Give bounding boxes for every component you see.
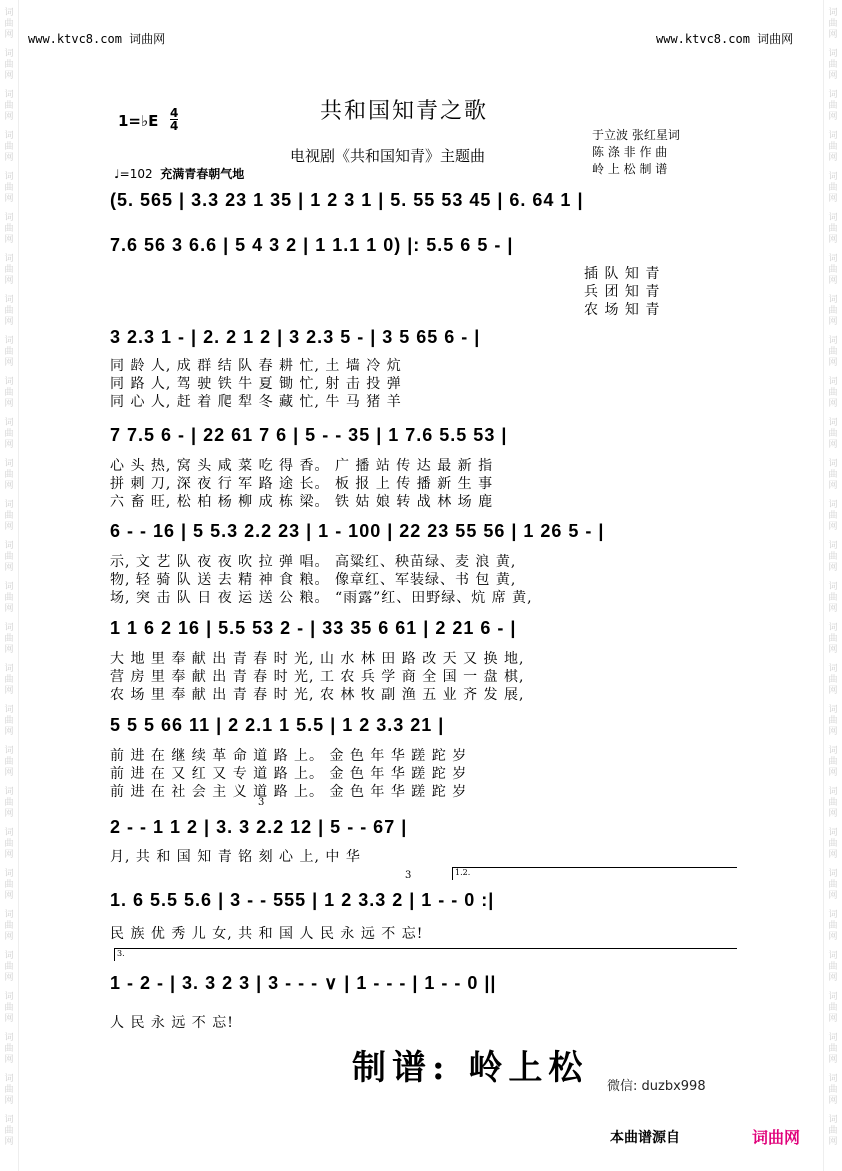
watermark-block bbox=[824, 254, 842, 287]
watermark-glyph: 网 bbox=[4, 891, 14, 901]
watermark-glyph: 词 bbox=[828, 213, 838, 223]
volta-3: 3. bbox=[114, 948, 737, 961]
watermark-glyph: 网 bbox=[4, 112, 14, 122]
watermark-glyph: 词 bbox=[4, 8, 14, 18]
watermark-block bbox=[824, 951, 842, 984]
watermark-glyph: 网 bbox=[828, 235, 838, 245]
watermark-block bbox=[824, 131, 842, 164]
watermark-glyph: 词 bbox=[4, 1033, 14, 1043]
lyric-row-2-v1: 插 队 知 青 bbox=[584, 266, 661, 282]
watermark-glyph: 曲 bbox=[828, 224, 838, 234]
watermark-glyph: 网 bbox=[828, 30, 838, 40]
score-row-3: 3 2.3 1 - | 2. 2 1 2 | 3 2.3 5 - | 3 5 65 6 - | bbox=[110, 327, 481, 347]
lyric-row-2-v2: 兵 团 知 青 bbox=[584, 284, 661, 300]
watermark-glyph: 曲 bbox=[4, 1003, 14, 1013]
watermark-glyph: 词 bbox=[4, 1115, 14, 1125]
watermark-glyph: 曲 bbox=[828, 388, 838, 398]
watermark-block bbox=[0, 213, 18, 246]
credit-transcriber: 岭 上 松 制 谱 bbox=[592, 162, 668, 176]
watermark-block bbox=[824, 336, 842, 369]
watermark-glyph: 曲 bbox=[4, 470, 14, 480]
score-row-10: 1 - 2 - | 3. 3 2 3 | 3 - - - ∨ | 1 - - - | 1 - - 0 || bbox=[110, 973, 497, 993]
watermark-glyph: 曲 bbox=[828, 306, 838, 316]
signature: 制谱: 岭上松 bbox=[352, 1048, 589, 1088]
watermark-glyph: 网 bbox=[828, 522, 838, 532]
watermark-glyph: 词 bbox=[828, 90, 838, 100]
watermark-glyph: 词 bbox=[4, 418, 14, 428]
watermark-glyph: 网 bbox=[828, 932, 838, 942]
watermark-glyph: 曲 bbox=[4, 839, 14, 849]
subtitle: 电视剧《共和国知青》主题曲 bbox=[290, 147, 486, 165]
watermark-glyph: 词 bbox=[828, 869, 838, 879]
watermark-glyph: 网 bbox=[4, 358, 14, 368]
watermark-glyph: 词 bbox=[828, 172, 838, 182]
watermark-glyph: 曲 bbox=[828, 19, 838, 29]
watermark-glyph: 曲 bbox=[4, 552, 14, 562]
watermark-glyph: 网 bbox=[828, 71, 838, 81]
watermark-glyph: 曲 bbox=[828, 757, 838, 767]
watermark-block bbox=[824, 377, 842, 410]
watermark-glyph: 曲 bbox=[828, 593, 838, 603]
triplet-mark-2: 3 bbox=[405, 870, 412, 881]
watermark-glyph: 词 bbox=[828, 828, 838, 838]
watermark-glyph: 曲 bbox=[4, 183, 14, 193]
watermark-glyph: 词 bbox=[4, 910, 14, 920]
watermark-glyph: 网 bbox=[828, 1014, 838, 1024]
watermark-block bbox=[824, 172, 842, 205]
watermark-block bbox=[0, 1033, 18, 1066]
watermark-block bbox=[824, 828, 842, 861]
watermark-block bbox=[824, 1115, 842, 1148]
watermark-glyph: 网 bbox=[4, 235, 14, 245]
watermark-glyph: 曲 bbox=[828, 839, 838, 849]
watermark-glyph: 曲 bbox=[828, 962, 838, 972]
watermark-glyph: 曲 bbox=[4, 306, 14, 316]
watermark-glyph: 网 bbox=[4, 522, 14, 532]
watermark-glyph: 网 bbox=[828, 153, 838, 163]
watermark-block bbox=[0, 459, 18, 492]
watermark-glyph: 网 bbox=[828, 645, 838, 655]
watermark-block bbox=[824, 8, 842, 41]
watermark-glyph: 曲 bbox=[828, 101, 838, 111]
watermark-glyph: 词 bbox=[4, 254, 14, 264]
watermark-glyph: 曲 bbox=[4, 1126, 14, 1136]
watermark-block bbox=[0, 828, 18, 861]
watermark-glyph: 词 bbox=[828, 623, 838, 633]
watermark-glyph: 曲 bbox=[828, 183, 838, 193]
watermark-glyph: 曲 bbox=[828, 1085, 838, 1095]
watermark-block bbox=[824, 418, 842, 451]
watermark-glyph: 词 bbox=[4, 828, 14, 838]
watermark-block bbox=[824, 992, 842, 1025]
source-label: 本曲谱源自 bbox=[610, 1130, 680, 1146]
watermark-glyph: 曲 bbox=[4, 716, 14, 726]
watermark-glyph: 网 bbox=[4, 809, 14, 819]
watermark-glyph: 词 bbox=[4, 213, 14, 223]
watermark-glyph: 曲 bbox=[828, 798, 838, 808]
watermark-block bbox=[0, 541, 18, 574]
watermark-block bbox=[824, 541, 842, 574]
watermark-glyph: 词 bbox=[828, 459, 838, 469]
lyric-row-4-v1: 心 头 热, 窝 头 咸 菜 吃 得 香。 广 播 站 传 达 最 新 指 bbox=[110, 458, 494, 474]
watermark-glyph: 词 bbox=[4, 377, 14, 387]
lyric-row-6-v3: 农 场 里 奉 献 出 青 春 时 光, 农 林 牧 副 渔 五 业 齐 发 展, bbox=[110, 687, 525, 703]
watermark-glyph: 词 bbox=[828, 541, 838, 551]
brand-link[interactable]: 词曲网 bbox=[752, 1128, 801, 1147]
tempo-text: 充满青春朝气地 bbox=[160, 167, 245, 181]
lyric-row-8: 月, 共 和 国 知 青 铭 刻 心 上, 中 华 bbox=[110, 849, 361, 865]
key-signature: 1=♭E bbox=[118, 112, 159, 130]
watermark-glyph: 曲 bbox=[4, 962, 14, 972]
score-row-4: 7 7.5 6 - | 22 61 7 6 | 5 - - 35 | 1 7.6 5.5 53 | bbox=[110, 425, 508, 445]
watermark-glyph: 网 bbox=[828, 973, 838, 983]
lyric-row-5-v2: 物, 轻 骑 队 送 去 精 神 食 粮。 像章红、军装绿、书 包 黄, bbox=[110, 572, 517, 588]
watermark-glyph: 词 bbox=[4, 172, 14, 182]
watermark-glyph: 词 bbox=[828, 377, 838, 387]
watermark-glyph: 曲 bbox=[828, 921, 838, 931]
watermark-glyph: 词 bbox=[828, 705, 838, 715]
watermark-glyph: 曲 bbox=[4, 757, 14, 767]
watermark-glyph: 网 bbox=[828, 481, 838, 491]
watermark-glyph: 词 bbox=[828, 1033, 838, 1043]
watermark-glyph: 网 bbox=[4, 1137, 14, 1147]
volta-1-2: 1.2. bbox=[452, 867, 737, 880]
watermark-glyph: 曲 bbox=[4, 142, 14, 152]
watermark-block bbox=[0, 295, 18, 328]
watermark-glyph: 网 bbox=[828, 604, 838, 614]
time-signature bbox=[170, 107, 178, 132]
lyric-row-3-v2: 同 路 人, 驾 驶 铁 牛 夏 锄 忙, 射 击 投 弹 bbox=[110, 376, 402, 392]
lyric-row-5-v3: 场, 突 击 队 日 夜 运 送 公 粮。 “雨露”红、田野绿、炕 席 黄, bbox=[110, 590, 533, 606]
watermark-block bbox=[0, 787, 18, 820]
watermark-block bbox=[0, 131, 18, 164]
watermark-glyph: 曲 bbox=[4, 593, 14, 603]
watermark-block bbox=[0, 582, 18, 615]
watermark-glyph: 曲 bbox=[4, 224, 14, 234]
watermark-glyph: 词 bbox=[828, 500, 838, 510]
song-title: 共和国知青之歌 bbox=[320, 99, 489, 124]
watermark-block bbox=[0, 623, 18, 656]
watermark-block bbox=[824, 90, 842, 123]
watermark-block bbox=[0, 500, 18, 533]
watermark-block bbox=[0, 377, 18, 410]
watermark-glyph: 词 bbox=[828, 1074, 838, 1084]
watermark-glyph: 网 bbox=[4, 71, 14, 81]
watermark-glyph: 曲 bbox=[4, 388, 14, 398]
watermark-glyph: 词 bbox=[4, 1074, 14, 1084]
watermark-glyph: 曲 bbox=[828, 1126, 838, 1136]
lyric-row-5-v1: 示, 文 艺 队 夜 夜 吹 拉 弹 唱。 高粱红、秧苗绿、麦 浪 黄, bbox=[110, 554, 517, 570]
watermark-block bbox=[0, 869, 18, 902]
watermark-block bbox=[824, 623, 842, 656]
watermark-glyph: 网 bbox=[828, 686, 838, 696]
watermark-block bbox=[824, 582, 842, 615]
watermark-glyph: 网 bbox=[4, 440, 14, 450]
credit-composer: 陈 涤 非 作 曲 bbox=[592, 145, 668, 159]
watermark-block bbox=[824, 1033, 842, 1066]
watermark-glyph: 词 bbox=[828, 951, 838, 961]
watermark-block bbox=[0, 8, 18, 41]
watermark-glyph: 词 bbox=[828, 787, 838, 797]
watermark-glyph: 网 bbox=[828, 809, 838, 819]
wechat-id: 微信: duzbx998 bbox=[607, 1079, 706, 1094]
watermark-glyph: 曲 bbox=[4, 634, 14, 644]
watermark-glyph: 词 bbox=[4, 869, 14, 879]
watermark-glyph: 曲 bbox=[828, 880, 838, 890]
lyric-row-3-v3: 同 心 人, 赶 着 爬 犁 冬 藏 忙, 牛 马 猪 羊 bbox=[110, 394, 402, 410]
watermark-glyph: 网 bbox=[4, 194, 14, 204]
watermark-glyph: 曲 bbox=[4, 921, 14, 931]
watermark-glyph: 网 bbox=[4, 1055, 14, 1065]
score-row-9: 1. 6 5.5 5.6 | 3 - - 555 | 1 2 3.3 2 | 1 - - 0 :| bbox=[110, 890, 495, 910]
watermark-block bbox=[824, 705, 842, 738]
watermark-glyph: 网 bbox=[828, 727, 838, 737]
watermark-block bbox=[824, 500, 842, 533]
watermark-glyph: 网 bbox=[4, 932, 14, 942]
watermark-glyph: 曲 bbox=[828, 429, 838, 439]
watermark-glyph: 曲 bbox=[828, 511, 838, 521]
watermark-glyph: 词 bbox=[4, 664, 14, 674]
watermark-glyph: 词 bbox=[4, 541, 14, 551]
watermark-block bbox=[0, 336, 18, 369]
score-row-2: 7.6 56 3 6.6 | 5 4 3 2 | 1 1.1 1 0) |: 5.5 6 5 - | bbox=[110, 235, 514, 255]
watermark-glyph: 词 bbox=[4, 746, 14, 756]
watermark-glyph: 曲 bbox=[4, 511, 14, 521]
watermark-glyph: 网 bbox=[4, 850, 14, 860]
watermark-glyph: 词 bbox=[828, 295, 838, 305]
watermark-glyph: 曲 bbox=[4, 60, 14, 70]
watermark-glyph: 词 bbox=[4, 500, 14, 510]
watermark-glyph: 网 bbox=[828, 1137, 838, 1147]
watermark-glyph: 网 bbox=[4, 727, 14, 737]
watermark-glyph: 网 bbox=[4, 481, 14, 491]
watermark-left bbox=[0, 0, 19, 1171]
watermark-block bbox=[0, 254, 18, 287]
watermark-glyph: 网 bbox=[828, 768, 838, 778]
score-row-8: 2 - - 1 1 2 | 3. 3 2.2 12 | 5 - - 67 | bbox=[110, 817, 408, 837]
watermark-block bbox=[824, 49, 842, 82]
watermark-block bbox=[824, 1074, 842, 1107]
watermark-glyph: 词 bbox=[828, 8, 838, 18]
watermark-block bbox=[0, 172, 18, 205]
watermark-block bbox=[0, 1074, 18, 1107]
lyric-row-7-v3: 前 进 在 社 会 主 义 道 路 上。 金 色 年 华 蹉 跎 岁 bbox=[110, 784, 468, 800]
watermark-glyph: 网 bbox=[4, 317, 14, 327]
watermark-glyph: 网 bbox=[828, 891, 838, 901]
watermark-glyph: 曲 bbox=[4, 1085, 14, 1095]
watermark-glyph: 网 bbox=[4, 276, 14, 286]
watermark-glyph: 词 bbox=[4, 131, 14, 141]
lyric-row-9: 民 族 优 秀 儿 女, 共 和 国 人 民 永 远 不 忘! bbox=[110, 926, 424, 942]
watermark-glyph: 词 bbox=[4, 705, 14, 715]
watermark-glyph: 网 bbox=[4, 686, 14, 696]
watermark-glyph: 网 bbox=[4, 645, 14, 655]
watermark-glyph: 词 bbox=[4, 459, 14, 469]
lyric-row-4-v2: 拼 刺 刀, 深 夜 行 军 路 途 长。 板 报 上 传 播 新 生 事 bbox=[110, 476, 494, 492]
watermark-glyph: 网 bbox=[4, 768, 14, 778]
watermark-glyph: 网 bbox=[4, 153, 14, 163]
watermark-glyph: 曲 bbox=[4, 1044, 14, 1054]
watermark-glyph: 网 bbox=[828, 276, 838, 286]
triplet-mark-1: 3 bbox=[258, 797, 265, 808]
site-url-right[interactable]: www.ktvc8.com 词曲网 bbox=[656, 32, 794, 46]
watermark-glyph: 网 bbox=[4, 604, 14, 614]
site-url-left[interactable]: www.ktvc8.com 词曲网 bbox=[28, 32, 166, 46]
watermark-glyph: 网 bbox=[828, 1055, 838, 1065]
watermark-glyph: 词 bbox=[4, 49, 14, 59]
watermark-glyph: 词 bbox=[828, 910, 838, 920]
watermark-glyph: 词 bbox=[828, 254, 838, 264]
watermark-glyph: 词 bbox=[828, 992, 838, 1002]
lyric-row-6-v1: 大 地 里 奉 献 出 青 春 时 光, 山 水 林 田 路 改 天 又 换 地, bbox=[110, 651, 525, 667]
time-bottom: 4 bbox=[170, 119, 179, 133]
watermark-glyph: 词 bbox=[4, 623, 14, 633]
score-row-5: 6 - - 16 | 5 5.3 2.2 23 | 1 - 100 | 22 23 55 56 | 1 26 5 - | bbox=[110, 521, 605, 541]
credit-lyricist: 于立波 张红星词 bbox=[592, 128, 680, 142]
watermark-glyph: 曲 bbox=[828, 347, 838, 357]
watermark-block bbox=[0, 664, 18, 697]
watermark-block bbox=[0, 418, 18, 451]
score-row-7: 5 5 5 66 11 | 2 2.1 1 5.5 | 1 2 3.3 21 | bbox=[110, 715, 445, 735]
lyric-row-3-v1: 同 龄 人, 成 群 结 队 春 耕 忙, 土 墙 冷 炕 bbox=[110, 358, 402, 374]
watermark-block bbox=[0, 49, 18, 82]
score-row-1: (5. 565 | 3.3 23 1 35 | 1 2 3 1 | 5. 55 53 45 | 6. 64 1 | bbox=[110, 190, 584, 210]
watermark-right bbox=[823, 0, 842, 1171]
watermark-block bbox=[0, 951, 18, 984]
watermark-block bbox=[824, 746, 842, 779]
watermark-glyph: 曲 bbox=[828, 716, 838, 726]
watermark-glyph: 词 bbox=[4, 582, 14, 592]
watermark-glyph: 词 bbox=[828, 1115, 838, 1125]
watermark-glyph: 网 bbox=[828, 850, 838, 860]
watermark-glyph: 网 bbox=[4, 1096, 14, 1106]
watermark-glyph: 曲 bbox=[4, 265, 14, 275]
watermark-block bbox=[0, 1115, 18, 1148]
tempo-mark bbox=[114, 165, 244, 182]
watermark-block bbox=[824, 664, 842, 697]
watermark-glyph: 词 bbox=[828, 131, 838, 141]
watermark-block bbox=[824, 213, 842, 246]
lyric-row-2-v3: 农 场 知 青 bbox=[584, 302, 661, 318]
watermark-glyph: 曲 bbox=[4, 675, 14, 685]
lyric-row-4-v3: 六 畜 旺, 松 柏 杨 柳 成 栋 梁。 铁 姑 娘 转 战 林 场 鹿 bbox=[110, 494, 494, 510]
watermark-block bbox=[0, 746, 18, 779]
watermark-glyph: 网 bbox=[828, 358, 838, 368]
watermark-glyph: 曲 bbox=[4, 19, 14, 29]
watermark-block bbox=[824, 910, 842, 943]
score-row-6: 1 1 6 2 16 | 5.5 53 2 - | 33 35 6 61 | 2 21 6 - | bbox=[110, 618, 517, 638]
watermark-glyph: 曲 bbox=[828, 675, 838, 685]
watermark-glyph: 曲 bbox=[828, 634, 838, 644]
tempo-value: ♩=102 bbox=[114, 167, 153, 181]
watermark-glyph: 词 bbox=[828, 336, 838, 346]
watermark-glyph: 网 bbox=[828, 399, 838, 409]
lyric-row-7-v2: 前 进 在 又 红 又 专 道 路 上。 金 色 年 华 蹉 跎 岁 bbox=[110, 766, 468, 782]
watermark-glyph: 网 bbox=[828, 563, 838, 573]
watermark-glyph: 曲 bbox=[4, 101, 14, 111]
watermark-glyph: 词 bbox=[828, 49, 838, 59]
watermark-glyph: 词 bbox=[828, 664, 838, 674]
watermark-glyph: 词 bbox=[4, 951, 14, 961]
watermark-glyph: 网 bbox=[4, 1014, 14, 1024]
watermark-glyph: 词 bbox=[828, 746, 838, 756]
watermark-glyph: 网 bbox=[828, 317, 838, 327]
watermark-glyph: 网 bbox=[828, 440, 838, 450]
watermark-glyph: 词 bbox=[828, 418, 838, 428]
lyric-row-6-v2: 营 房 里 奉 献 出 青 春 时 光, 工 农 兵 学 商 全 国 一 盘 棋, bbox=[110, 669, 525, 685]
lyric-row-10: 人 民 永 远 不 忘! bbox=[110, 1015, 234, 1031]
watermark-block bbox=[824, 869, 842, 902]
watermark-glyph: 网 bbox=[4, 563, 14, 573]
watermark-glyph: 曲 bbox=[828, 552, 838, 562]
watermark-glyph: 曲 bbox=[4, 880, 14, 890]
watermark-block bbox=[0, 992, 18, 1025]
watermark-glyph: 网 bbox=[4, 30, 14, 40]
watermark-glyph: 网 bbox=[828, 112, 838, 122]
watermark-glyph: 曲 bbox=[4, 347, 14, 357]
watermark-glyph: 曲 bbox=[828, 142, 838, 152]
watermark-block bbox=[0, 90, 18, 123]
watermark-glyph: 词 bbox=[4, 295, 14, 305]
watermark-glyph: 曲 bbox=[828, 1044, 838, 1054]
watermark-glyph: 曲 bbox=[828, 265, 838, 275]
watermark-block bbox=[824, 459, 842, 492]
time-top: 4 bbox=[170, 106, 179, 120]
watermark-glyph: 网 bbox=[4, 399, 14, 409]
watermark-glyph: 词 bbox=[4, 90, 14, 100]
watermark-block bbox=[824, 787, 842, 820]
watermark-glyph: 词 bbox=[4, 992, 14, 1002]
watermark-block bbox=[0, 705, 18, 738]
watermark-block bbox=[824, 295, 842, 328]
watermark-glyph: 曲 bbox=[828, 60, 838, 70]
watermark-glyph: 曲 bbox=[4, 798, 14, 808]
watermark-glyph: 网 bbox=[828, 1096, 838, 1106]
watermark-glyph: 网 bbox=[4, 973, 14, 983]
watermark-glyph: 词 bbox=[828, 582, 838, 592]
lyric-row-7-v1: 前 进 在 继 续 革 命 道 路 上。 金 色 年 华 蹉 跎 岁 bbox=[110, 748, 468, 764]
watermark-glyph: 曲 bbox=[4, 429, 14, 439]
watermark-glyph: 词 bbox=[4, 787, 14, 797]
watermark-glyph: 曲 bbox=[828, 470, 838, 480]
watermark-glyph: 词 bbox=[4, 336, 14, 346]
watermark-block bbox=[0, 910, 18, 943]
watermark-glyph: 曲 bbox=[828, 1003, 838, 1013]
watermark-glyph: 网 bbox=[828, 194, 838, 204]
